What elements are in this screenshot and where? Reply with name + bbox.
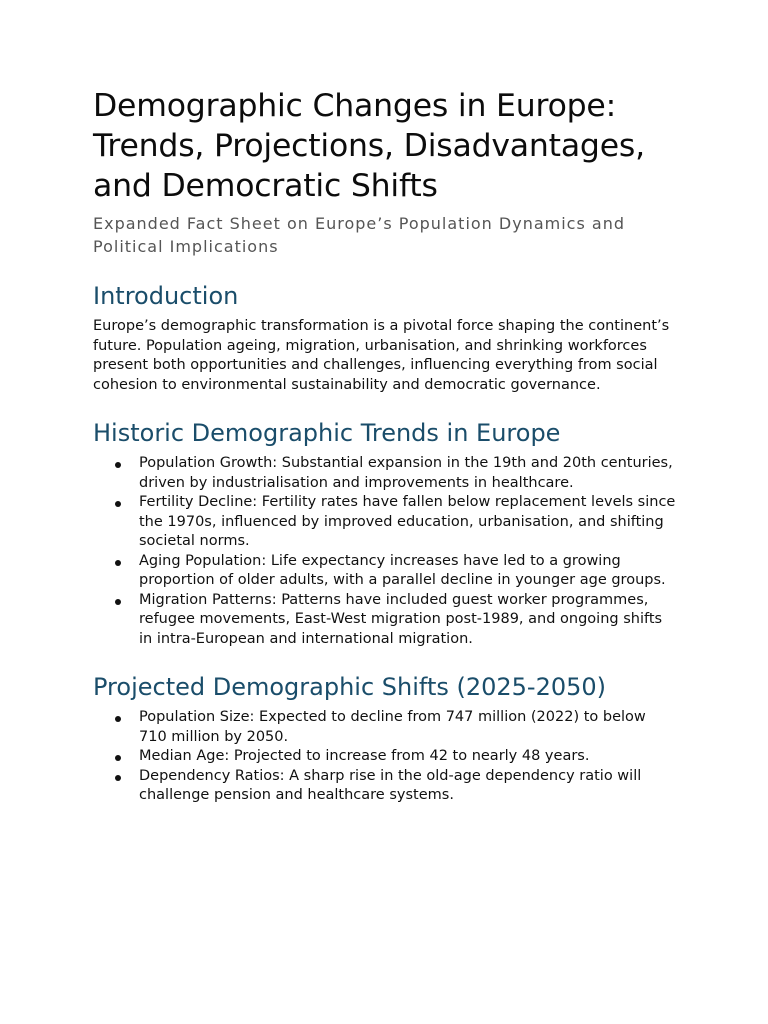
list-item	[93, 708, 678, 747]
list-item-text: Fertility Decline: Fertility rates have fallen below replacement levels since the 1970s, influenced by improved education, urbanisation, and shifting societal norms.	[139, 494, 676, 549]
projected-shifts-heading: Projected Demographic Shifts (2025-2050)	[93, 673, 607, 701]
list-item	[93, 454, 678, 493]
document-page	[93, 86, 678, 806]
list-item-text: Aging Population: Life expectancy increases have led to a growing proportion of older adults, with a parallel decline in younger age groups.	[139, 552, 666, 588]
introduction-paragraph: Europe’s demographic transformation is a pivotal force shaping the continent’s future. Population ageing, migration, urbanisation, and shrinking workforces present both opportunities and challenges, influencing everything from social cohesion to environmental sustainability and democratic governance.	[93, 318, 670, 393]
projected-shifts-list	[93, 708, 678, 806]
historic-trends-heading: Historic Demographic Trends in Europe	[93, 419, 561, 447]
bullet-icon	[115, 755, 121, 761]
list-item	[93, 767, 678, 806]
list-item	[93, 747, 678, 767]
historic-trends-list	[93, 454, 678, 649]
document-title: Demographic Changes in Europe: Trends, Projections, Disadvantages, and Democratic Shifts	[93, 88, 645, 204]
bullet-icon	[115, 599, 121, 605]
list-item-text: Migration Patterns: Patterns have included guest worker programmes, refugee movements, East-West migration post-1989, and ongoing shifts in intra-European and international migration.	[139, 591, 663, 647]
list-item	[93, 591, 678, 650]
list-item-text: Population Growth: Substantial expansion in the 19th and 20th centuries, driven by industrialisation and improvements in healthcare.	[139, 455, 673, 491]
bullet-icon	[115, 716, 121, 722]
list-item-text: Dependency Ratios: A sharp rise in the old-age dependency ratio will challenge pension and healthcare systems.	[139, 767, 642, 803]
list-item	[93, 493, 678, 552]
bullet-icon	[115, 462, 121, 468]
list-item-text: Median Age: Projected to increase from 42 to nearly 48 years.	[139, 748, 590, 764]
introduction-heading: Introduction	[93, 282, 239, 310]
bullet-icon	[115, 501, 121, 507]
document-subtitle: Expanded Fact Sheet on Europe’s Population Dynamics and Political Implications	[93, 214, 625, 256]
list-item-text: Population Size: Expected to decline from 747 million (2022) to below 710 million by 2050.	[139, 709, 646, 745]
bullet-icon	[115, 775, 121, 781]
bullet-icon	[115, 560, 121, 566]
list-item	[93, 552, 678, 591]
